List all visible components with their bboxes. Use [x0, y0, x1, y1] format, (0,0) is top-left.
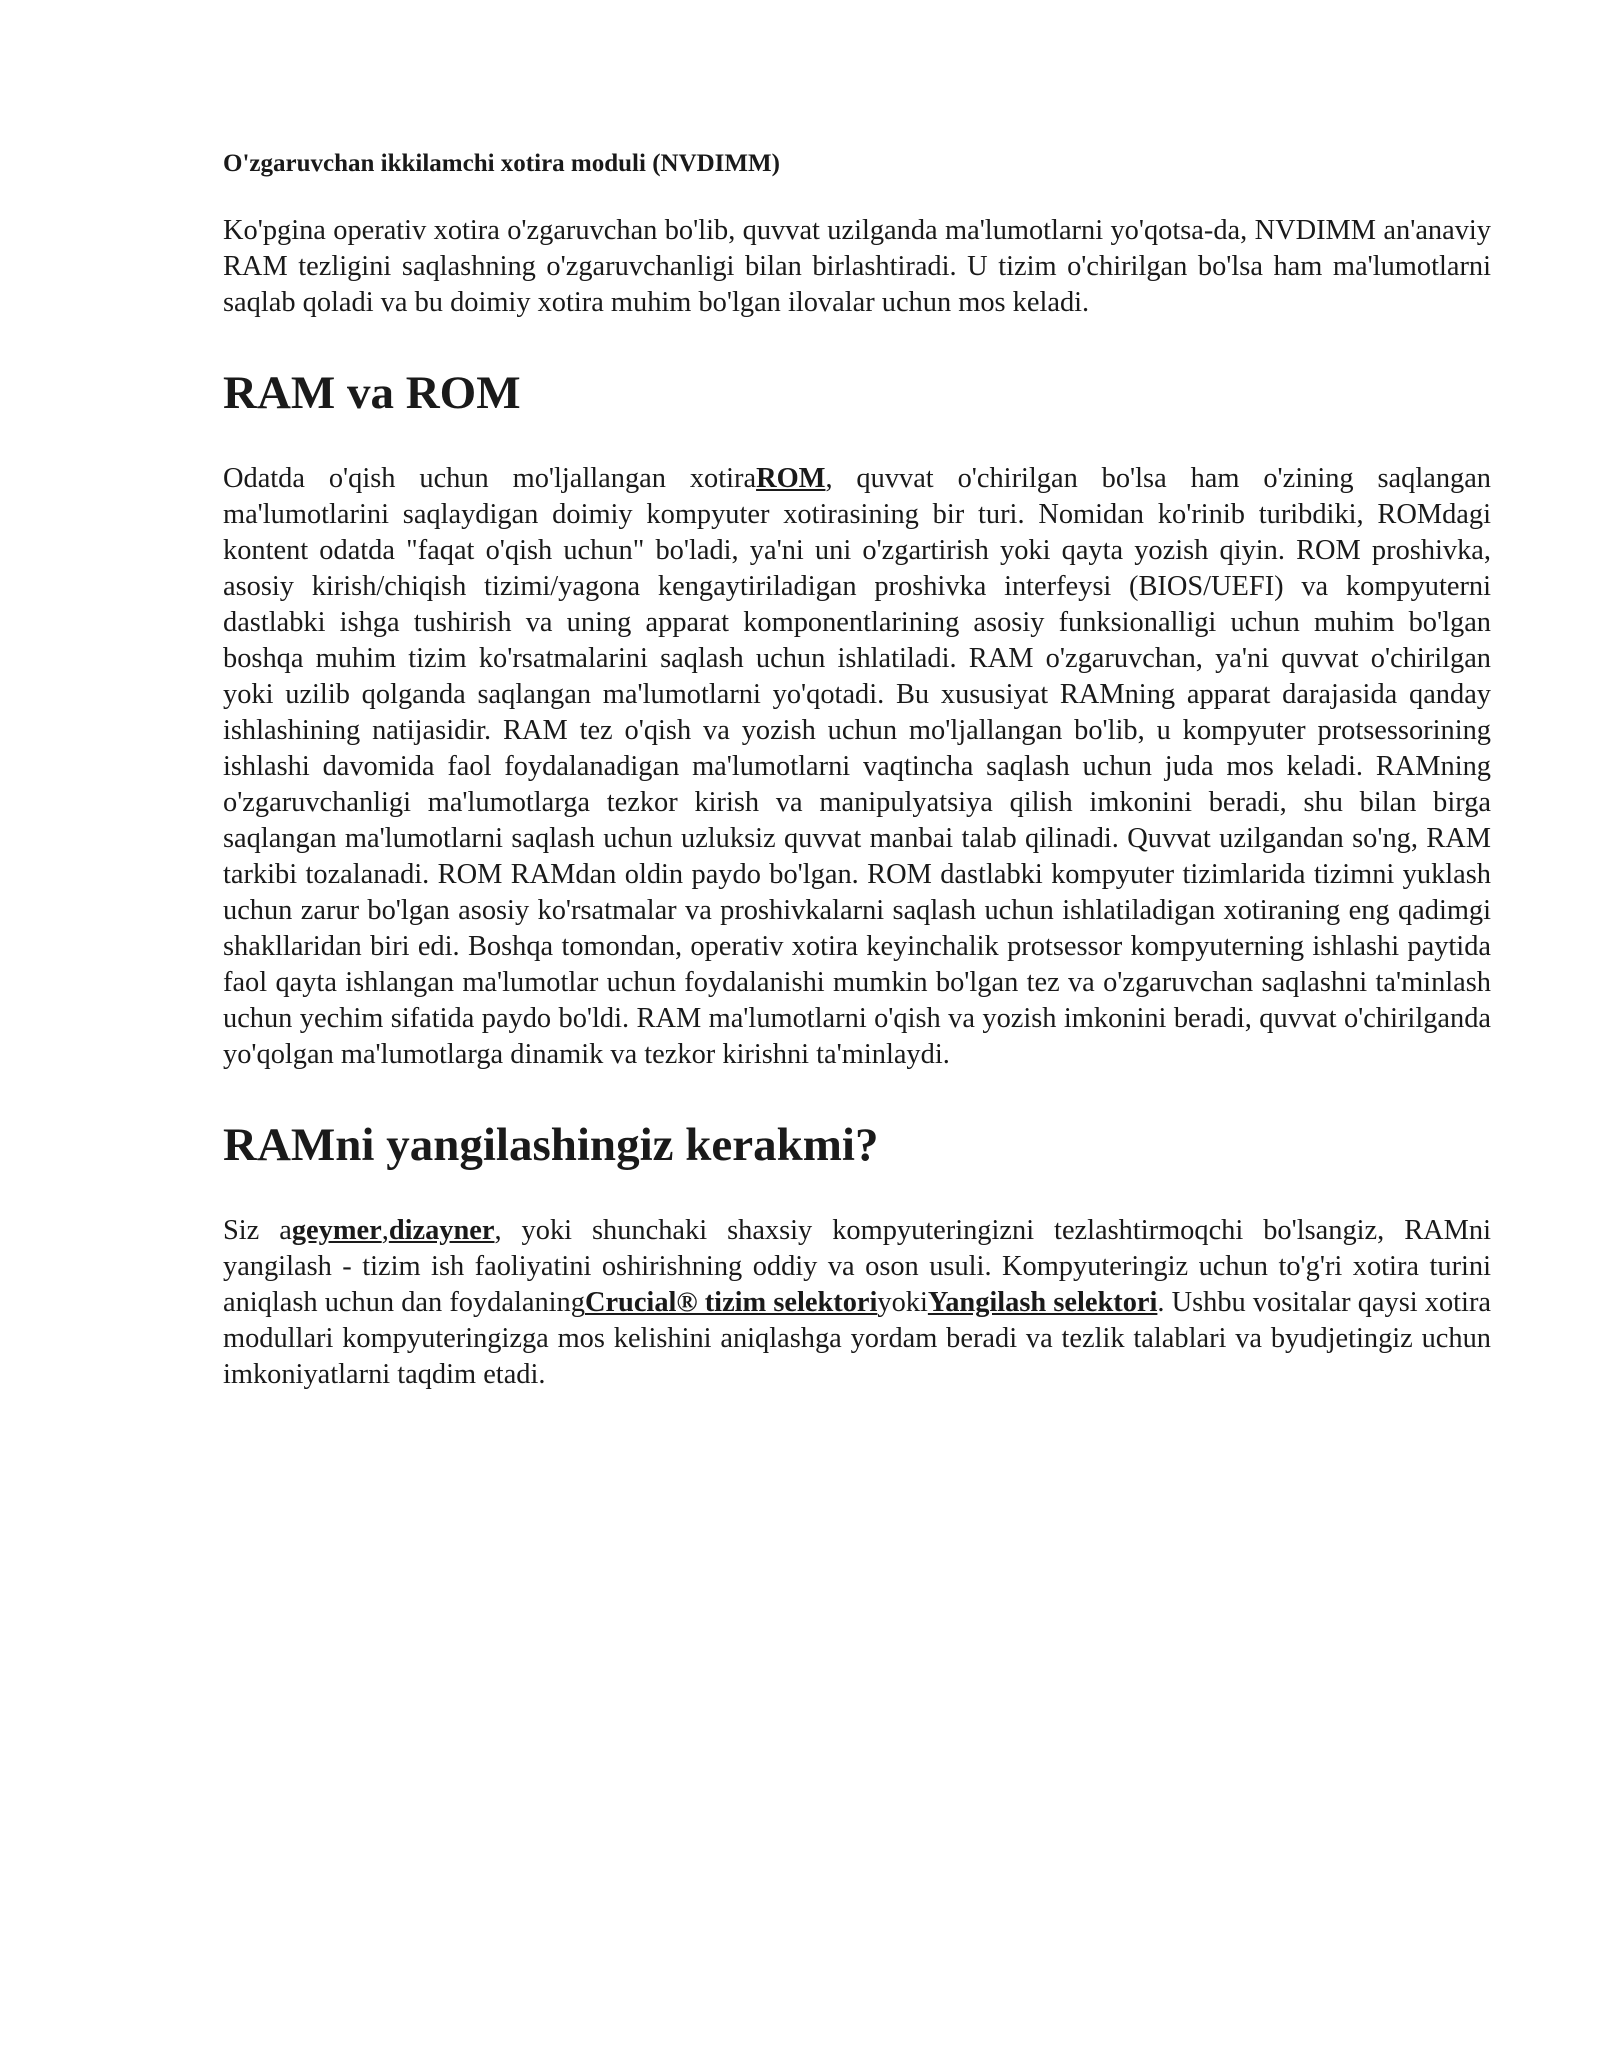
ram-vs-rom-heading: RAM va ROM — [223, 367, 521, 419]
gamer-link[interactable]: geymer — [291, 1215, 382, 1246]
nvdimm-paragraph: Ko'pgina operativ xotira o'zgaruvchan bo'lib, quvvat uzilganda ma'lumotlarni yo'qotsa-da, NVDIMM an'anaviy RAM tezligini saqlashning o'zgaruvchanligi bilan birlashtiradi. U tizim o'chirilgan bo'lsa ham ma'lumotlarni saqlab qoladi va bu doimiy xotira muhim bo'lgan ilovalar uchun mos keladi. — [223, 215, 1491, 318]
upgrade-ram-paragraph — [223, 1213, 1491, 1393]
paragraph-text: , yoki shunchaki shaxsiy kompyuteringizni tezlashtirmoqchi bo'lsangiz, RAMni yangilash - tizim ish faoliyatini oshirishning oddiy va oson usuli. Kompyuteringiz uchun to'g'ri xotira turini aniqlash uchun dan foydalaning — [223, 1215, 1491, 1318]
paragraph-text: Odatda o'qish uchun mo'ljallangan xotira — [223, 463, 757, 494]
upgrade-selector-link[interactable]: Yangilash selektori — [927, 1287, 1158, 1318]
document-page — [223, 145, 1491, 1393]
paragraph-text: Siz a — [223, 1215, 292, 1246]
nvdimm-subheading: O'zgaruvchan ikkilamchi xotira moduli (NVDIMM) — [223, 150, 780, 177]
paragraph-text: , — [381, 1215, 389, 1246]
designer-link[interactable]: dizayner — [388, 1215, 495, 1246]
paragraph-text: , quvvat o'chirilgan bo'lsa ham o'zining saqlangan ma'lumotlarini saqlaydigan doimiy kompyuter xotirasining bir turi. Nomidan ko'rinib turibdiki, ROMdagi kontent odatda "faqat o'qish uchun" bo'ladi, ya'ni uni o'zgartirish yoki qayta yozish qiyin. ROM proshivka, asosiy kirish/chiqish tizimi/yagona kengaytiriladigan proshivka interfeysi (BIOS/UEFI) va kompyuterni dastlabki ishga tushirish va uning apparat komponentlarining asosiy funksionalligi uchun muhim bo'lgan boshqa muhim tizim ko'rsatmalarini saqlash uchun ishlatiladi. RAM o'zgaruvchan, ya'ni quvvat o'chirilgan yoki uzilib qolganda saqlangan ma'lumotlarni yo'qotadi. Bu xususiyat RAMning apparat darajasida qanday ishlashining natijasidir. RAM tez o'qish va yozish uchun mo'ljallangan bo'lib, u kompyuter protsessorining ishlashi davomida faol foydalanadigan ma'lumotlarni vaqtincha saqlash uchun juda mos keladi. RAMning o'zgaruvchanligi ma'lumotlarga tezkor kirish va manipulyatsiya qilish imkonini beradi, shu bilan birga saqlangan ma'lumotlarni saqlash uchun uzluksiz quvvat manbai talab qilinadi. Quvvat uzilgandan so'ng, RAM tarkibi tozalanadi. ROM RAMdan oldin paydo bo'lgan. ROM dastlabki kompyuter tizimlarida tizimni yuklash uchun zarur bo'lgan asosiy ko'rsatmalar va proshivkalarni saqlash uchun ishlatiladigan xotiraning eng qadimgi shakllaridan biri edi. Boshqa tomondan, operativ xotira keyinchalik protsessor kompyuterning ishlashi paytida faol qayta ishlangan ma'lumotlar uchun foydalanishi mumkin bo'lgan tez va o'zgaruvchan saqlashni ta'minlash uchun yechim sifatida paydo bo'ldi. RAM ma'lumotlarni o'qish va yozish imkonini beradi, quvvat o'chirilganda yo'qolgan ma'lumotlarga dinamik va tezkor kirishni ta'minlaydi. — [223, 463, 1492, 1070]
upgrade-ram-heading: RAMni yangilashingiz kerakmi? — [223, 1119, 879, 1171]
rom-link[interactable]: ROM — [756, 463, 826, 494]
paragraph-text: . Ushbu vositalar qaysi xotira modullari kompyuteringizga mos kelishini aniqlashga yordam beradi va tezlik talablari va byudjetingiz uchun imkoniyatlarni taqdim etadi. — [223, 1287, 1491, 1390]
ram-vs-rom-paragraph — [223, 461, 1491, 1073]
paragraph-text: yoki — [877, 1287, 928, 1318]
crucial-system-selector-link[interactable]: Crucial® tizim selektori — [584, 1287, 878, 1318]
